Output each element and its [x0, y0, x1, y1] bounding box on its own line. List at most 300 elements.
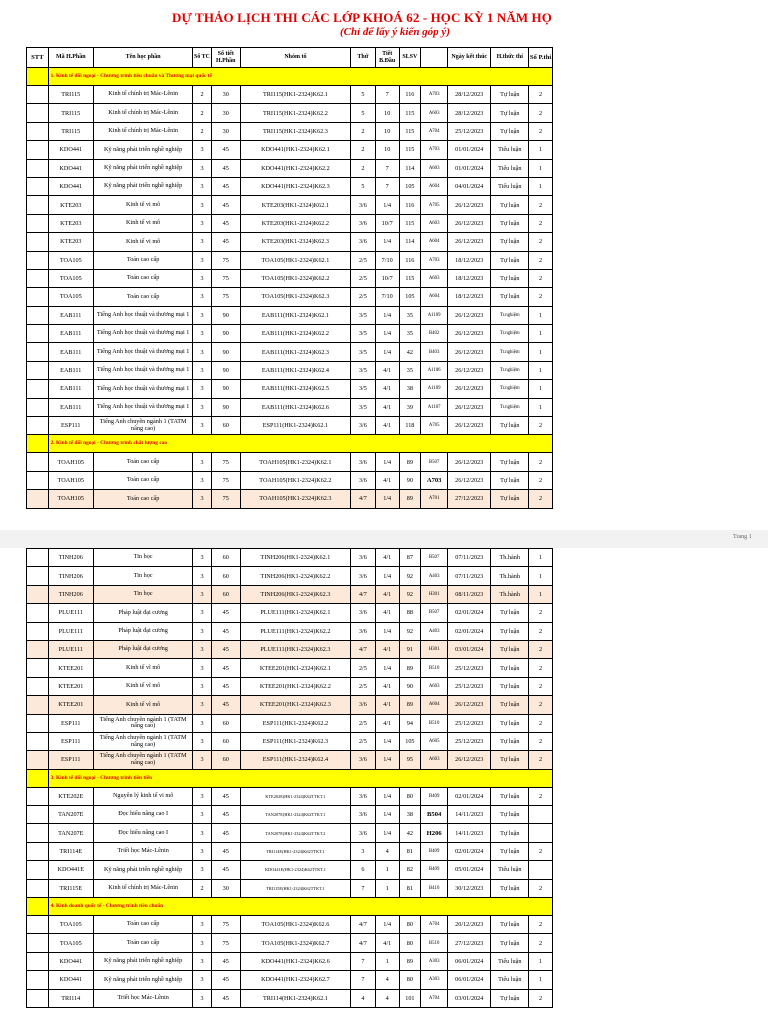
cell-group: TRI115(HK1-2324)K62.2 — [240, 104, 350, 122]
cell-periods: 75 — [211, 453, 240, 471]
table-row — [27, 677, 553, 695]
cell-room: A303 — [421, 971, 448, 989]
cell-weekday: 3/5 — [350, 306, 375, 324]
cell-exam-form: Tự luận — [491, 879, 529, 897]
cell-weekday: 3/5 — [350, 325, 375, 343]
cell-group: TOAH105(HK1-2324)K62.3 — [240, 490, 350, 508]
cell-group: TOA105(HK1-2324)K62.1 — [240, 251, 350, 269]
cell-weekday: 2/5 — [350, 269, 375, 287]
cell-exam-form: Tiểu luận — [491, 971, 529, 989]
cell-student-count: 80 — [399, 934, 421, 952]
cell-start-period: 1 — [375, 879, 399, 897]
cell-room: B402 — [421, 325, 448, 343]
cell-exam-rooms: 1 — [529, 549, 553, 567]
cell-room: A705 — [421, 417, 448, 435]
cell-course-name: Đọc hiểu nâng cao I — [93, 806, 192, 824]
cell-weekday: 4/7 — [350, 640, 375, 658]
cell-course-code: KDO441 — [48, 141, 93, 159]
cell-weekday: 3/5 — [350, 380, 375, 398]
cell-credits: 3 — [193, 585, 211, 603]
section-header-row — [27, 435, 553, 453]
cell-weekday: 3/5 — [350, 361, 375, 379]
cell-start-period: 7 — [375, 177, 399, 195]
cell-weekday: 3/6 — [350, 787, 375, 805]
cell-end-date: 25/12/2023 — [448, 714, 491, 732]
cell-course-code: TOAH105 — [48, 453, 93, 471]
cell-room: A603 — [421, 269, 448, 287]
cell-group: TAN207E(HK1-2324)K62TTKT.1 — [240, 806, 350, 824]
cell-exam-form: Tự luận — [491, 751, 529, 769]
cell-course-code: EAB111 — [48, 380, 93, 398]
cell-weekday: 3/6 — [350, 806, 375, 824]
section-stt-cell — [27, 435, 49, 453]
cell-room: A604 — [421, 233, 448, 251]
cell-credits: 3 — [193, 196, 211, 214]
cell-room: B510 — [421, 714, 448, 732]
cell-periods: 60 — [211, 732, 240, 750]
cell-start-period: 7 — [375, 159, 399, 177]
cell-exam-form: Tự luận — [491, 916, 529, 934]
cell-group: KTE203(HK1-2324)K62.3 — [240, 233, 350, 251]
cell-start-period: 7/10 — [375, 288, 399, 306]
cell-start-period: 4/1 — [375, 677, 399, 695]
cell-group: EAB111(HK1-2324)K62.3 — [240, 343, 350, 361]
cell-student-count: 81 — [399, 842, 421, 860]
cell-weekday: 4 — [350, 989, 375, 1007]
cell-exam-rooms: 2 — [529, 251, 553, 269]
cell-student-count: 105 — [399, 288, 421, 306]
cell-course-code: EAB111 — [48, 343, 93, 361]
cell-credits: 3 — [193, 861, 211, 879]
col-header-nhom-to: Nhóm tổ — [240, 48, 350, 68]
cell-student-count: 95 — [399, 751, 421, 769]
cell-weekday: 3/6 — [350, 622, 375, 640]
cell-course-code: KDO441 — [48, 952, 93, 970]
cell-room: A704 — [421, 916, 448, 934]
cell-credits: 3 — [193, 971, 211, 989]
cell-course-code: TOA105 — [48, 934, 93, 952]
cell-exam-rooms: 2 — [529, 269, 553, 287]
cell-periods: 45 — [211, 141, 240, 159]
cell-credits: 3 — [193, 251, 211, 269]
cell-credits: 3 — [193, 490, 211, 508]
cell-room: B403 — [421, 343, 448, 361]
cell-group: TOA105(HK1-2324)K62.7 — [240, 934, 350, 952]
document-title: DỰ THẢO LỊCH THI CÁC LỚP KHOÁ 62 - HỌC KỲ 1 NĂM HỌ — [172, 10, 552, 25]
col-header-phong — [421, 48, 448, 68]
cell-course-code: KTE203 — [48, 233, 93, 251]
cell-group: KDO441(HK1-2324)K62.6 — [240, 952, 350, 970]
table-row — [27, 861, 553, 879]
cell-exam-rooms: 2 — [529, 879, 553, 897]
cell-end-date: 06/01/2024 — [448, 971, 491, 989]
cell-course-name: Nguyên lý kinh tế vi mô — [93, 787, 192, 805]
cell-exam-form: Tự luận — [491, 622, 529, 640]
cell-stt — [27, 861, 49, 879]
cell-exam-rooms: 2 — [529, 196, 553, 214]
cell-exam-rooms: 2 — [529, 453, 553, 471]
table-row — [27, 879, 553, 897]
table-row — [27, 288, 553, 306]
table-row — [27, 233, 553, 251]
cell-student-count: 89 — [399, 490, 421, 508]
table-row — [27, 269, 553, 287]
cell-start-period: 4/1 — [375, 471, 399, 489]
cell-periods: 90 — [211, 325, 240, 343]
cell-periods: 45 — [211, 989, 240, 1007]
cell-group: KTE203(HK1-2324)K62.1 — [240, 196, 350, 214]
cell-stt — [27, 971, 49, 989]
cell-room: A303 — [421, 952, 448, 970]
cell-weekday: 5 — [350, 86, 375, 104]
cell-start-period: 1 — [375, 952, 399, 970]
cell-stt — [27, 696, 49, 714]
cell-end-date: 25/12/2023 — [448, 732, 491, 750]
cell-course-code: TOAH105 — [48, 471, 93, 489]
cell-group: KTE203(HK1-2324)K62.2 — [240, 214, 350, 232]
cell-weekday: 6 — [350, 861, 375, 879]
cell-end-date: 26/12/2023 — [448, 196, 491, 214]
cell-end-date: 30/12/2023 — [448, 879, 491, 897]
cell-exam-rooms — [529, 824, 553, 842]
cell-exam-form: Tự luận — [491, 989, 529, 1007]
table-row — [27, 585, 553, 603]
cell-weekday: 2 — [350, 141, 375, 159]
cell-weekday: 3/5 — [350, 343, 375, 361]
cell-credits: 3 — [193, 343, 211, 361]
cell-stt — [27, 343, 49, 361]
cell-credits: 3 — [193, 141, 211, 159]
cell-weekday: 3 — [350, 842, 375, 860]
cell-room: A705 — [421, 196, 448, 214]
cell-group: KDO441(HK1-2324)K62.1 — [240, 141, 350, 159]
cell-exam-form: Th.hành — [491, 567, 529, 585]
cell-credits: 3 — [193, 361, 211, 379]
cell-student-count: 94 — [399, 714, 421, 732]
cell-weekday: 3/6 — [350, 453, 375, 471]
cell-credits: 2 — [193, 122, 211, 140]
cell-stt — [27, 288, 49, 306]
cell-end-date: 26/12/2023 — [448, 751, 491, 769]
cell-credits: 3 — [193, 714, 211, 732]
cell-course-code: TAN207E — [48, 806, 93, 824]
cell-course-name: Triết học Mác-Lênin — [93, 989, 192, 1007]
cell-room: A604 — [421, 177, 448, 195]
cell-group: TOA105(HK1-2324)K62.3 — [240, 288, 350, 306]
cell-credits: 3 — [193, 471, 211, 489]
cell-student-count: 116 — [399, 86, 421, 104]
cell-weekday: 2/5 — [350, 714, 375, 732]
cell-stt — [27, 398, 49, 416]
cell-group: TOA105(HK1-2324)K62.2 — [240, 269, 350, 287]
cell-student-count: 80 — [399, 971, 421, 989]
table-row — [27, 471, 553, 489]
cell-stt — [27, 177, 49, 195]
col-header-ngay-kt: Ngày kết thúc — [448, 48, 491, 68]
cell-group: TRI115E(HK1-2324)K62TTKT.1 — [240, 879, 350, 897]
table-row — [27, 714, 553, 732]
cell-periods: 75 — [211, 490, 240, 508]
cell-periods: 45 — [211, 233, 240, 251]
cell-weekday: 4/7 — [350, 916, 375, 934]
table-row — [27, 122, 553, 140]
table-row — [27, 325, 553, 343]
cell-course-name: Tin học — [93, 585, 192, 603]
cell-end-date: 27/12/2023 — [448, 934, 491, 952]
cell-student-count: 114 — [399, 159, 421, 177]
cell-exam-form: Tr.nghiệm — [491, 343, 529, 361]
table-row — [27, 696, 553, 714]
cell-credits: 3 — [193, 306, 211, 324]
cell-group: KDO441(HK1-2324)K62.2 — [240, 159, 350, 177]
cell-periods: 90 — [211, 380, 240, 398]
cell-group: TRI114E(HK1-2324)K62TTKT.1 — [240, 842, 350, 860]
cell-credits: 3 — [193, 934, 211, 952]
cell-stt — [27, 806, 49, 824]
cell-group: TINH206(HK1-2324)K62.3 — [240, 585, 350, 603]
cell-end-date: 26/12/2023 — [448, 343, 491, 361]
table-row — [27, 86, 553, 104]
cell-periods: 60 — [211, 585, 240, 603]
page-2 — [0, 548, 768, 1024]
cell-group: TAN207E(HK1-2324)K62TTKT.2 — [240, 824, 350, 842]
cell-periods: 45 — [211, 177, 240, 195]
col-header-stt: STT — [27, 48, 49, 68]
cell-periods: 60 — [211, 567, 240, 585]
cell-credits: 3 — [193, 916, 211, 934]
cell-group: PLUE111(HK1-2324)K62.3 — [240, 640, 350, 658]
cell-room: A603 — [421, 104, 448, 122]
cell-weekday: 2/5 — [350, 251, 375, 269]
cell-room: B510 — [421, 934, 448, 952]
cell-credits: 3 — [193, 989, 211, 1007]
cell-group: ESP111(HK1-2324)K62.2 — [240, 714, 350, 732]
cell-group: KTEE201(HK1-2324)K62.1 — [240, 659, 350, 677]
cell-course-code: KDO441E — [48, 861, 93, 879]
cell-start-period: 1/4 — [375, 751, 399, 769]
cell-start-period: 10/7 — [375, 214, 399, 232]
cell-end-date: 20/12/2023 — [448, 916, 491, 934]
cell-end-date: 28/12/2023 — [448, 86, 491, 104]
cell-stt — [27, 159, 49, 177]
cell-periods: 45 — [211, 214, 240, 232]
cell-room: A1109 — [421, 306, 448, 324]
section-title: 3. Kinh tế đối ngoại - Chương trình tiên tiến — [48, 769, 552, 787]
cell-weekday: 3/6 — [350, 417, 375, 435]
cell-exam-form: Tự luận — [491, 122, 529, 140]
cell-student-count: 114 — [399, 233, 421, 251]
cell-end-date: 07/11/2023 — [448, 549, 491, 567]
cell-exam-form: Tr.nghiệm — [491, 361, 529, 379]
cell-stt — [27, 989, 49, 1007]
cell-credits: 3 — [193, 380, 211, 398]
cell-periods: 60 — [211, 549, 240, 567]
cell-credits: 3 — [193, 622, 211, 640]
cell-end-date: 08/11/2023 — [448, 585, 491, 603]
cell-exam-rooms: 2 — [529, 288, 553, 306]
cell-weekday: 3/6 — [350, 567, 375, 585]
table-row — [27, 604, 553, 622]
cell-credits: 3 — [193, 842, 211, 860]
cell-exam-rooms: 2 — [529, 640, 553, 658]
cell-credits: 2 — [193, 86, 211, 104]
cell-course-code: EAB111 — [48, 325, 93, 343]
table-row — [27, 417, 553, 435]
cell-end-date: 14/11/2023 — [448, 824, 491, 842]
cell-stt — [27, 104, 49, 122]
cell-periods: 60 — [211, 751, 240, 769]
table-row — [27, 824, 553, 842]
cell-periods: 30 — [211, 104, 240, 122]
cell-periods: 45 — [211, 842, 240, 860]
cell-weekday: 3/6 — [350, 471, 375, 489]
cell-room: B409 — [421, 861, 448, 879]
cell-student-count: 42 — [399, 343, 421, 361]
cell-stt — [27, 585, 49, 603]
table-row — [27, 549, 553, 567]
cell-room: A603 — [421, 677, 448, 695]
cell-course-code: PLUE111 — [48, 622, 93, 640]
cell-course-code: ESP111 — [48, 417, 93, 435]
cell-course-code: TAN207E — [48, 824, 93, 842]
cell-student-count: 89 — [399, 659, 421, 677]
table-row — [27, 306, 553, 324]
cell-course-code: TOAH105 — [48, 490, 93, 508]
cell-room: A604 — [421, 696, 448, 714]
cell-start-period: 7/10 — [375, 251, 399, 269]
cell-exam-form: Tự luận — [491, 453, 529, 471]
cell-periods: 75 — [211, 934, 240, 952]
cell-periods: 30 — [211, 122, 240, 140]
cell-course-name: Tiếng Anh học thuật và thương mại 1 — [93, 325, 192, 343]
cell-course-code: PLUE111 — [48, 604, 93, 622]
cell-stt — [27, 934, 49, 952]
cell-end-date: 26/12/2023 — [448, 233, 491, 251]
cell-exam-rooms: 2 — [529, 787, 553, 805]
cell-exam-rooms: 1 — [529, 306, 553, 324]
cell-course-name: Kỹ năng phát triển nghề nghiệp — [93, 952, 192, 970]
cell-end-date: 26/12/2023 — [448, 361, 491, 379]
cell-end-date: 28/12/2023 — [448, 104, 491, 122]
cell-end-date: 01/01/2024 — [448, 159, 491, 177]
cell-exam-rooms: 2 — [529, 732, 553, 750]
cell-stt — [27, 732, 49, 750]
cell-periods: 45 — [211, 604, 240, 622]
cell-group: ESP111(HK1-2324)K62.1 — [240, 417, 350, 435]
cell-exam-form: Tiểu luận — [491, 177, 529, 195]
cell-student-count: 89 — [399, 696, 421, 714]
table-row — [27, 453, 553, 471]
cell-end-date: 26/12/2023 — [448, 380, 491, 398]
cell-end-date: 02/01/2024 — [448, 787, 491, 805]
cell-periods: 45 — [211, 659, 240, 677]
cell-course-name: Kỹ năng phát triển nghề nghiệp — [93, 861, 192, 879]
cell-credits: 3 — [193, 177, 211, 195]
cell-credits: 3 — [193, 214, 211, 232]
cell-room: A1107 — [421, 398, 448, 416]
cell-course-name: Kinh tế chính trị Mác-Lênin — [93, 879, 192, 897]
cell-exam-form: Tiểu luận — [491, 952, 529, 970]
cell-course-name: Tin học — [93, 549, 192, 567]
cell-start-period: 7 — [375, 86, 399, 104]
cell-exam-rooms: 1 — [529, 361, 553, 379]
cell-course-code: KTEE201 — [48, 659, 93, 677]
cell-exam-rooms: 2 — [529, 842, 553, 860]
cell-end-date: 04/01/2024 — [448, 177, 491, 195]
cell-room: B504 — [421, 806, 448, 824]
cell-start-period: 1/4 — [375, 806, 399, 824]
cell-student-count: 39 — [399, 398, 421, 416]
cell-periods: 45 — [211, 696, 240, 714]
cell-end-date: 18/12/2023 — [448, 288, 491, 306]
table-row — [27, 842, 553, 860]
cell-credits: 3 — [193, 696, 211, 714]
cell-room: H206 — [421, 824, 448, 842]
cell-exam-rooms: 2 — [529, 471, 553, 489]
cell-weekday: 2/5 — [350, 732, 375, 750]
cell-group: TRI115(HK1-2324)K62.3 — [240, 122, 350, 140]
col-header-ten-hp: Tên học phần — [93, 48, 192, 68]
cell-exam-rooms — [529, 806, 553, 824]
cell-stt — [27, 251, 49, 269]
cell-course-code: KTEE201 — [48, 696, 93, 714]
table-row — [27, 622, 553, 640]
cell-start-period: 1/4 — [375, 343, 399, 361]
cell-course-name: Toán cao cấp — [93, 453, 192, 471]
cell-exam-form: Tiểu luận — [491, 141, 529, 159]
cell-exam-rooms: 1 — [529, 159, 553, 177]
cell-exam-form: Tự luận — [491, 842, 529, 860]
cell-end-date: 14/11/2023 — [448, 806, 491, 824]
cell-stt — [27, 306, 49, 324]
cell-exam-form: Th.hành — [491, 549, 529, 567]
cell-periods: 45 — [211, 787, 240, 805]
cell-exam-rooms: 1 — [529, 325, 553, 343]
cell-start-period: 4/1 — [375, 934, 399, 952]
cell-credits: 3 — [193, 325, 211, 343]
cell-stt — [27, 842, 49, 860]
section-header-row — [27, 769, 553, 787]
cell-stt — [27, 361, 49, 379]
cell-student-count: 90 — [399, 677, 421, 695]
cell-credits: 3 — [193, 233, 211, 251]
cell-weekday: 7 — [350, 952, 375, 970]
cell-periods: 75 — [211, 251, 240, 269]
cell-group: PLUE111(HK1-2324)K62.1 — [240, 604, 350, 622]
cell-group: KDO441E(HK1-2324)K62TTKT.1 — [240, 861, 350, 879]
cell-room: B409 — [421, 842, 448, 860]
cell-end-date: 02/01/2024 — [448, 842, 491, 860]
cell-student-count: 81 — [399, 879, 421, 897]
cell-course-name: Kinh tế vĩ mô — [93, 677, 192, 695]
cell-room: A704 — [421, 989, 448, 1007]
cell-room: A703 — [421, 86, 448, 104]
cell-exam-form: Tr.nghiệm — [491, 398, 529, 416]
cell-start-period: 10 — [375, 122, 399, 140]
cell-course-code: TOA105 — [48, 269, 93, 287]
cell-weekday: 7 — [350, 879, 375, 897]
table-row — [27, 787, 553, 805]
table-row — [27, 490, 553, 508]
cell-weekday: 5 — [350, 104, 375, 122]
col-header-thu: Thứ — [350, 48, 375, 68]
cell-stt — [27, 325, 49, 343]
cell-exam-rooms: 2 — [529, 86, 553, 104]
cell-exam-rooms: 2 — [529, 677, 553, 695]
cell-course-name: Tiếng Anh học thuật và thương mại 1 — [93, 306, 192, 324]
cell-course-name: Tiếng Anh học thuật và thương mại 1 — [93, 343, 192, 361]
cell-course-name: Kỹ năng phát triển nghề nghiệp — [93, 159, 192, 177]
